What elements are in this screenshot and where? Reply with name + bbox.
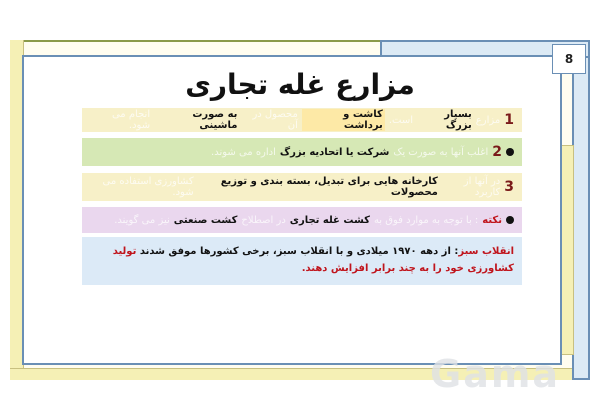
item-keyword: به صورت ماشینی	[192, 109, 238, 131]
watermark-logo: Gama	[430, 352, 561, 396]
list-item-green-revolution	[82, 237, 522, 285]
item-text: انجام می شود.	[111, 109, 151, 131]
item-number: 2	[492, 144, 502, 160]
list-item-3	[82, 173, 522, 201]
item-number: 3	[504, 179, 514, 195]
item-text: اداره می شوند.	[211, 146, 276, 158]
item-text: در اصطلاح	[241, 214, 286, 226]
item-text: است.	[388, 114, 413, 126]
item-keyword: کارخانه هایی برای تبدیل، بسته بندی و توزیع محصولات	[220, 176, 438, 198]
item-text: : از دهه ۱۹۷۰ میلادی و با انقلاب سبز، برخی کشورها موفق شدند	[139, 246, 459, 257]
item-keyword: کشت غله تجاری	[289, 214, 370, 226]
bullet-icon	[506, 148, 514, 156]
item-keyword: تولید کشاورزی خود را به چند برابر افزایش دهند.	[112, 246, 514, 274]
item-text: : با توجه به موارد فوق به	[373, 214, 479, 226]
list-item-2	[82, 138, 522, 166]
item-number: 1	[504, 112, 514, 128]
item-text: اغلب آنها به صورت یک	[393, 146, 489, 158]
list-item-1	[82, 108, 522, 132]
page-number: 8	[552, 44, 586, 74]
green-revolution-label: انقلاب سبز	[458, 246, 514, 257]
bullet-icon	[506, 216, 514, 224]
frame-right-yellow-band	[560, 145, 574, 355]
item-text: نیز می گویند.	[114, 214, 170, 226]
item-keyword: کشت صنعتی	[173, 214, 238, 226]
item-text: محصول در آن	[252, 109, 298, 131]
item-keyword: بسیار بزرگ	[444, 109, 472, 131]
note-label: نکته	[482, 214, 502, 226]
page-title: مزارع غله تجاری	[185, 68, 415, 101]
item-text: کشاورزی استفاده می شود.	[102, 176, 194, 198]
item-keyword: کاشت و برداشت	[302, 109, 385, 131]
item-keyword: شرکت یا اتحادیه بزرگ	[279, 146, 390, 158]
list-item-note	[82, 207, 522, 233]
item-text: مزارع	[475, 114, 501, 126]
item-text: در آنها از کاربرد	[463, 176, 501, 198]
